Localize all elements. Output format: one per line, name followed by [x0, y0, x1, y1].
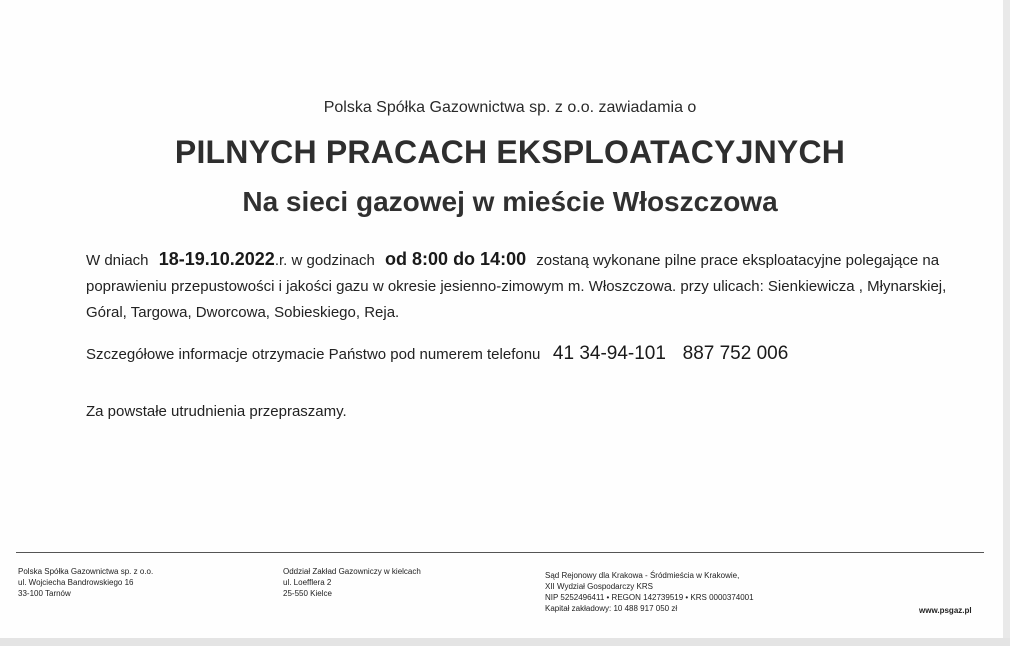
- footer-branch-address: [283, 566, 421, 599]
- footer-line: 25-550 Kielce: [283, 589, 332, 598]
- phone-number-mobile: 887 752 006: [682, 343, 789, 364]
- footer-company-address: [18, 566, 153, 599]
- footer-line: NIP 5252496411 • REGON 142739519 • KRS 0000374001: [545, 593, 754, 602]
- paragraph-hours-lead: .r. w godzinach: [274, 252, 375, 269]
- footer-divider: [16, 552, 984, 553]
- paragraph-lead: W dniach: [86, 252, 149, 269]
- contact-text: Szczegółowe informacje otrzymacie Państwo pod numerem telefonu: [86, 346, 541, 363]
- footer-line: ul. Loefflera 2: [283, 578, 332, 587]
- footer-line: XII Wydział Gospodarczy KRS: [545, 582, 653, 591]
- phone-number-primary: 41 34-94-101: [552, 343, 666, 364]
- footer-line: ul. Wojciecha Bandrowskiego 16: [18, 578, 134, 587]
- apology-text: Za powstałe utrudnienia przepraszamy.: [86, 403, 347, 420]
- notice-intro: Polska Spółka Gazownictwa sp. z o.o. zawiadamia o: [323, 99, 697, 116]
- footer-registration-info: [545, 570, 754, 614]
- footer-line: 33-100 Tarnów: [18, 589, 71, 598]
- page-edge-bottom: [0, 638, 1010, 646]
- footer-line: Sąd Rejonowy dla Krakowa - Śródmieścia w Krakowie,: [545, 571, 740, 580]
- paragraph-details: zostaną wykonane pilne prace eksploatacyjne polegające na poprawieniu przepustowości i jakości gazu w okresie jesienno-zimowym m. Włoszczowa. przy ulicach: Sienkiewicza , Młynarskiej, Góral, Targowa, Dworcowa, Sobieskiego, Reja.: [86, 252, 947, 321]
- notice-paragraph: [86, 246, 966, 326]
- contact-line: [86, 343, 788, 365]
- footer-line: Kapitał zakładowy: 10 488 917 050 zł: [545, 604, 678, 613]
- work-dates: 18-19.10.2022: [158, 249, 275, 269]
- notice-title: PILNYCH PRACACH EKSPLOATACYJNYCH: [174, 134, 846, 170]
- page-edge-right: [1003, 0, 1010, 646]
- notice-subtitle: Na sieci gazowej w mieście Włoszczowa: [242, 186, 778, 217]
- footer-line: Oddział Zakład Gazowniczy w kielcach: [283, 567, 421, 576]
- work-hours: od 8:00 do 14:00: [385, 249, 527, 269]
- footer-line: Polska Spółka Gazownictwa sp. z o.o.: [18, 567, 154, 576]
- footer-website: www.psgaz.pl: [919, 606, 972, 615]
